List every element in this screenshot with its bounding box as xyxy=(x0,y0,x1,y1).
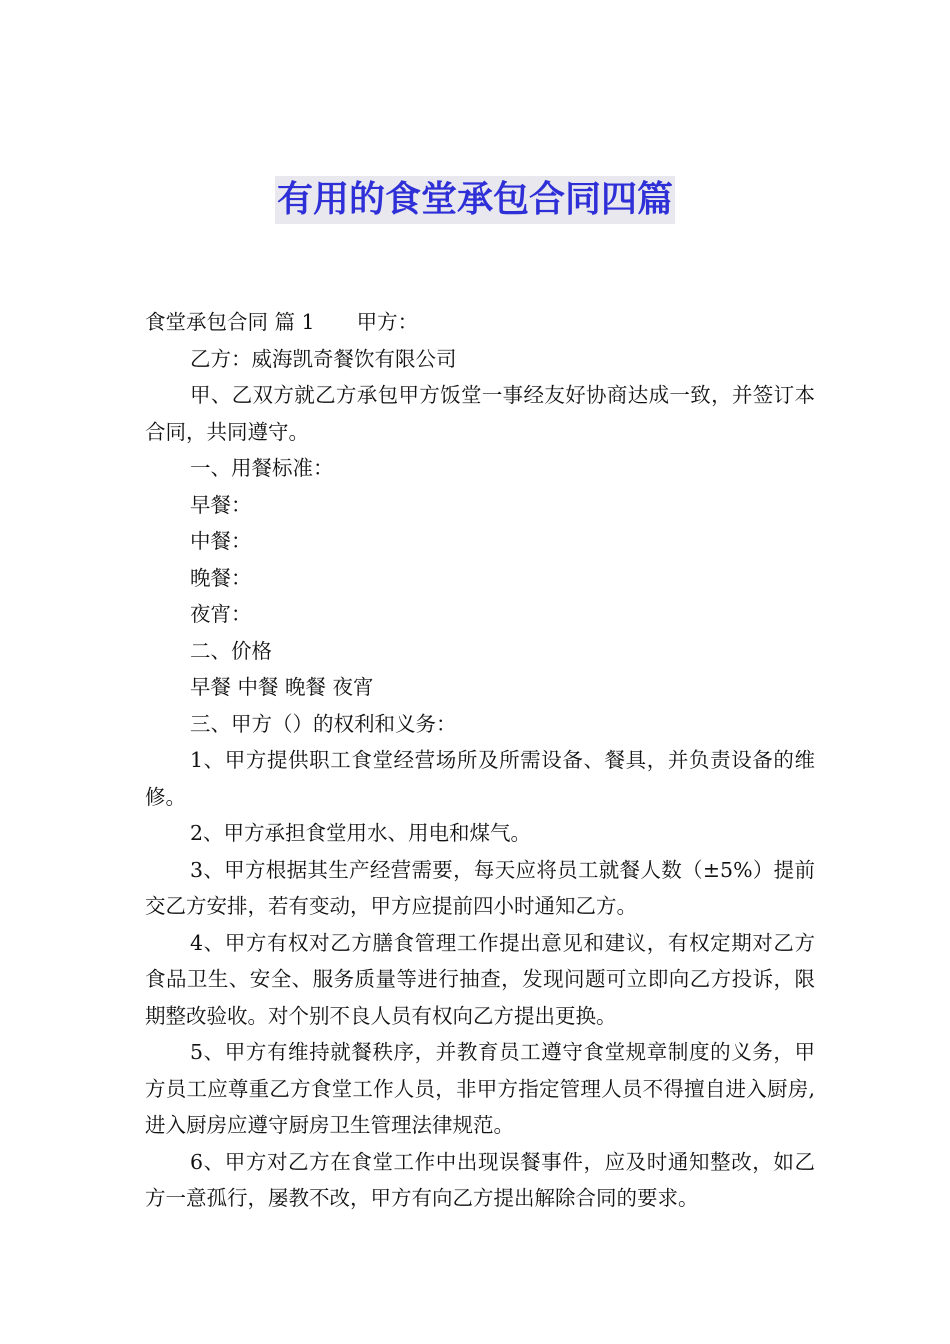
paragraph: 1、甲方提供职工食堂经营场所及所需设备、餐具，并负责设备的维修。 xyxy=(145,748,815,809)
paragraph: 一、用餐标准： xyxy=(190,456,334,480)
document-title: 有用的食堂承包合同四篇 xyxy=(275,176,675,224)
party-a-label: 甲方： xyxy=(356,310,419,334)
paragraph: 夜宵： xyxy=(190,602,252,626)
document-body xyxy=(145,304,815,1217)
paragraph: 6、甲方对乙方在食堂工作中出现误餐事件，应及时通知整改，如乙方一意孤行，屡教不改，甲方有向乙方提出解除合同的要求。 xyxy=(145,1149,815,1210)
paragraph: 2、甲方承担食堂用水、用电和煤气。 xyxy=(190,821,532,845)
paragraph: 中餐： xyxy=(190,529,252,553)
paragraph: 4、甲方有权对乙方膳食管理工作提出意见和建议，有权定期对乙方食品卫生、安全、服务质量等进行抽查，发现问题可立即向乙方投诉，限期整改验收。对个别不良人员有权向乙方提出更换。 xyxy=(145,930,815,1028)
contract-section-title: 食堂承包合同 篇 1 xyxy=(145,310,315,334)
document-title-wrap xyxy=(0,176,950,224)
paragraph: 早餐 中餐 晚餐 夜宵 xyxy=(190,675,374,699)
paragraph: 甲、乙双方就乙方承包甲方饭堂一事经友好协商达成一致，并签订本合同，共同遵守。 xyxy=(145,383,815,444)
contract-heading-line xyxy=(145,304,815,341)
paragraph: 3、甲方根据其生产经营需要，每天应将员工就餐人数（±5%）提前交乙方安排，若有变动，甲方应提前四小时通知乙方。 xyxy=(145,857,815,918)
paragraph: 乙方：威海凯奇餐饮有限公司 xyxy=(190,346,457,371)
paragraph: 三、甲方（）的权利和义务： xyxy=(190,711,457,736)
paragraph: 早餐： xyxy=(190,492,252,517)
paragraph: 5、甲方有维持就餐秩序，并教育员工遵守食堂规章制度的义务，甲方员工应尊重乙方食堂工作人员，非甲方指定管理人员不得擅自进入厨房,进入厨房应遵守厨房卫生管理法律规范。 xyxy=(145,1040,815,1137)
paragraph: 二、价格 xyxy=(190,638,272,663)
paragraph: 晚餐： xyxy=(190,565,252,590)
